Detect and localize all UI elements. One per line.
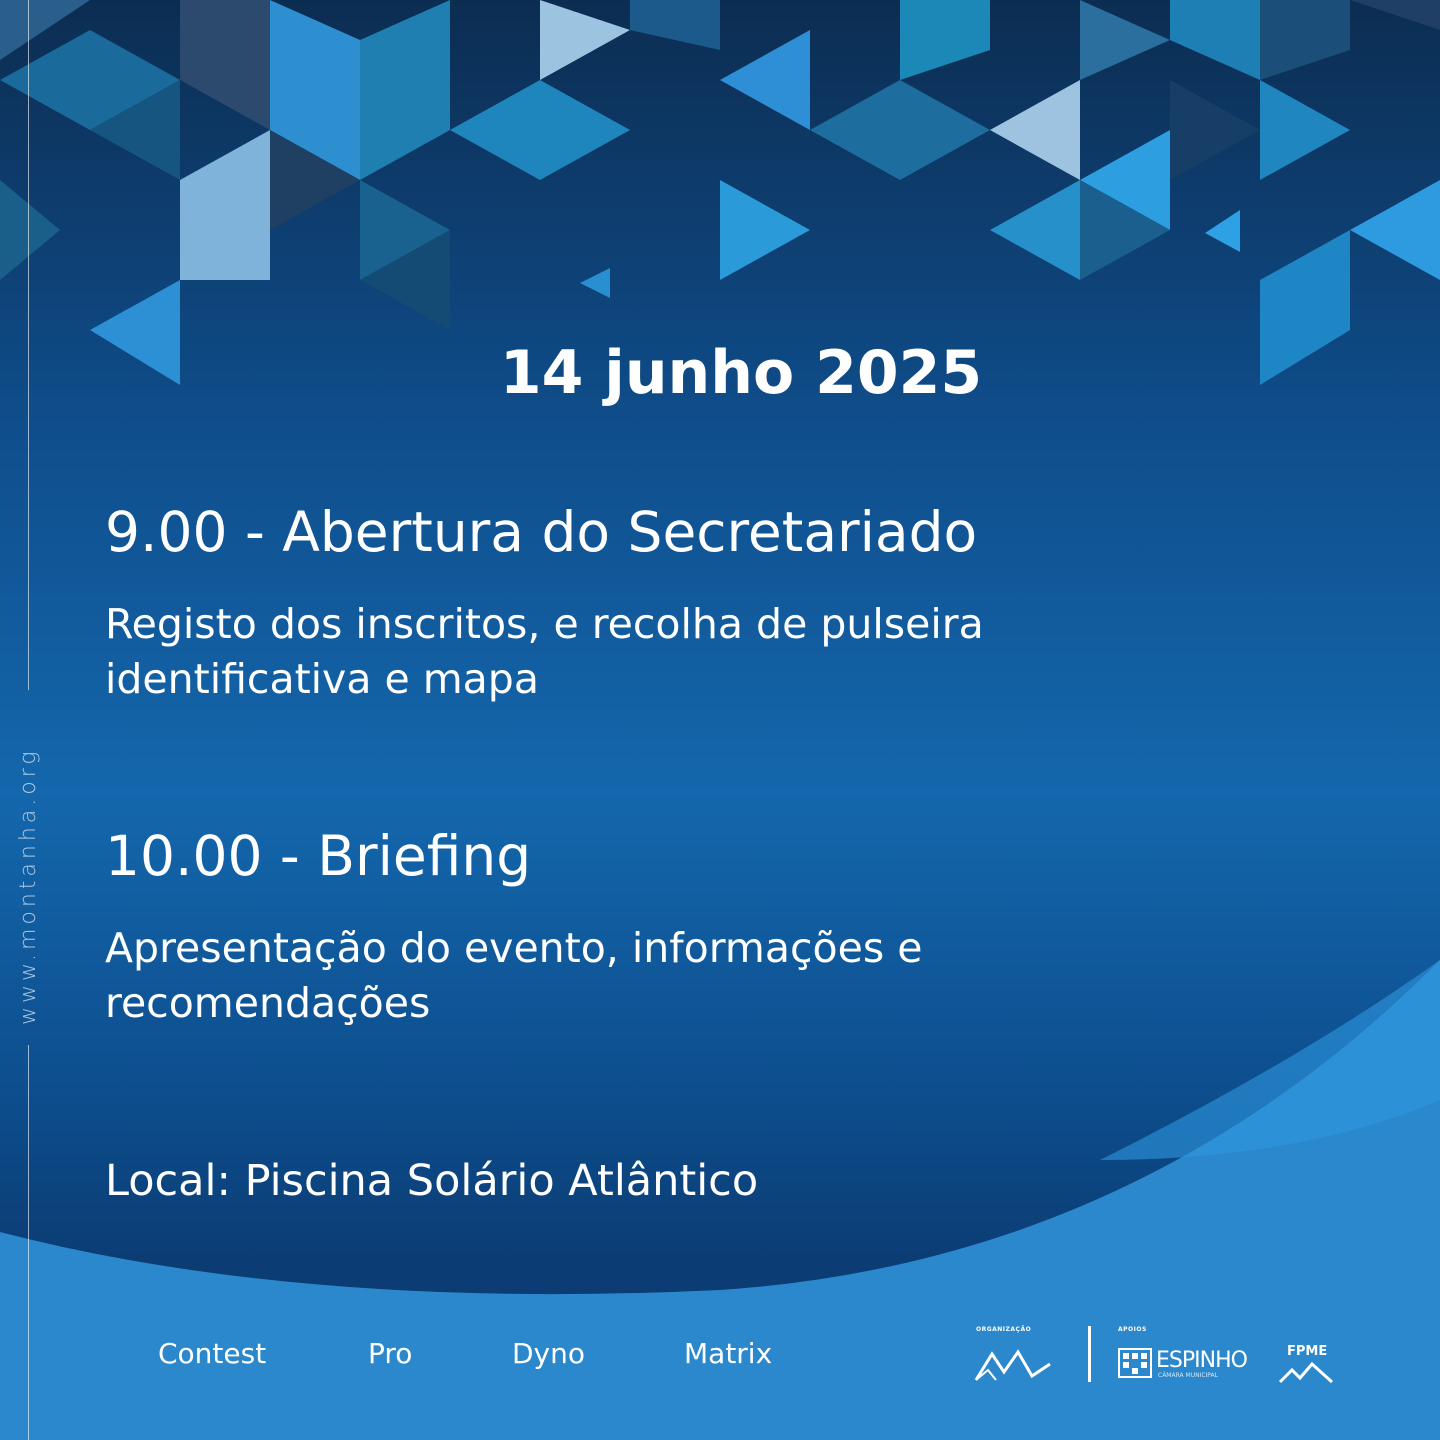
mountain-logo-icon <box>974 1346 1054 1384</box>
fpme-logo-text: FPME <box>1287 1344 1328 1359</box>
category-matrix: Matrix <box>684 1337 773 1370</box>
event-1-description <box>105 597 984 707</box>
event-1-title: 9.00 - Abertura do Secretariado <box>105 500 978 564</box>
espinho-logo-subtitle: CÂMARA MUNICIPAL <box>1158 1372 1218 1379</box>
event-1-description-line: Registo dos inscritos, e recolha de pulseira <box>105 600 984 648</box>
event-2-description-line: recomendações <box>105 979 431 1027</box>
event-location: Local: Piscina Solário Atlântico <box>105 1156 759 1206</box>
category-dyno: Dyno <box>512 1337 586 1370</box>
side-line-bottom <box>28 1045 29 1440</box>
apoios-label: APOIOS <box>1118 1326 1147 1333</box>
geometric-shapes <box>0 0 1440 385</box>
event-2-description-line: Apresentação do evento, informações e <box>105 924 923 972</box>
event-1-description-line: identificativa e mapa <box>105 655 539 703</box>
espinho-logo-text: ESPINHO <box>1156 1348 1247 1373</box>
website-url[interactable]: www.montanha.org <box>16 747 41 1025</box>
event-2-title: 10.00 - Briefing <box>105 824 532 888</box>
event-2-description <box>105 921 922 1031</box>
espinho-crest-icon <box>1118 1348 1152 1378</box>
sponsor-logos <box>970 1318 1350 1388</box>
organizacao-label: ORGANIZAÇÃO <box>976 1326 1032 1333</box>
fpme-mountain-icon <box>1278 1360 1334 1384</box>
category-contest: Contest <box>158 1337 267 1370</box>
category-pro: Pro <box>368 1337 413 1370</box>
category-list <box>0 1337 900 1377</box>
event-date: 14 junho 2025 <box>499 338 983 408</box>
logo-separator <box>1088 1326 1091 1382</box>
